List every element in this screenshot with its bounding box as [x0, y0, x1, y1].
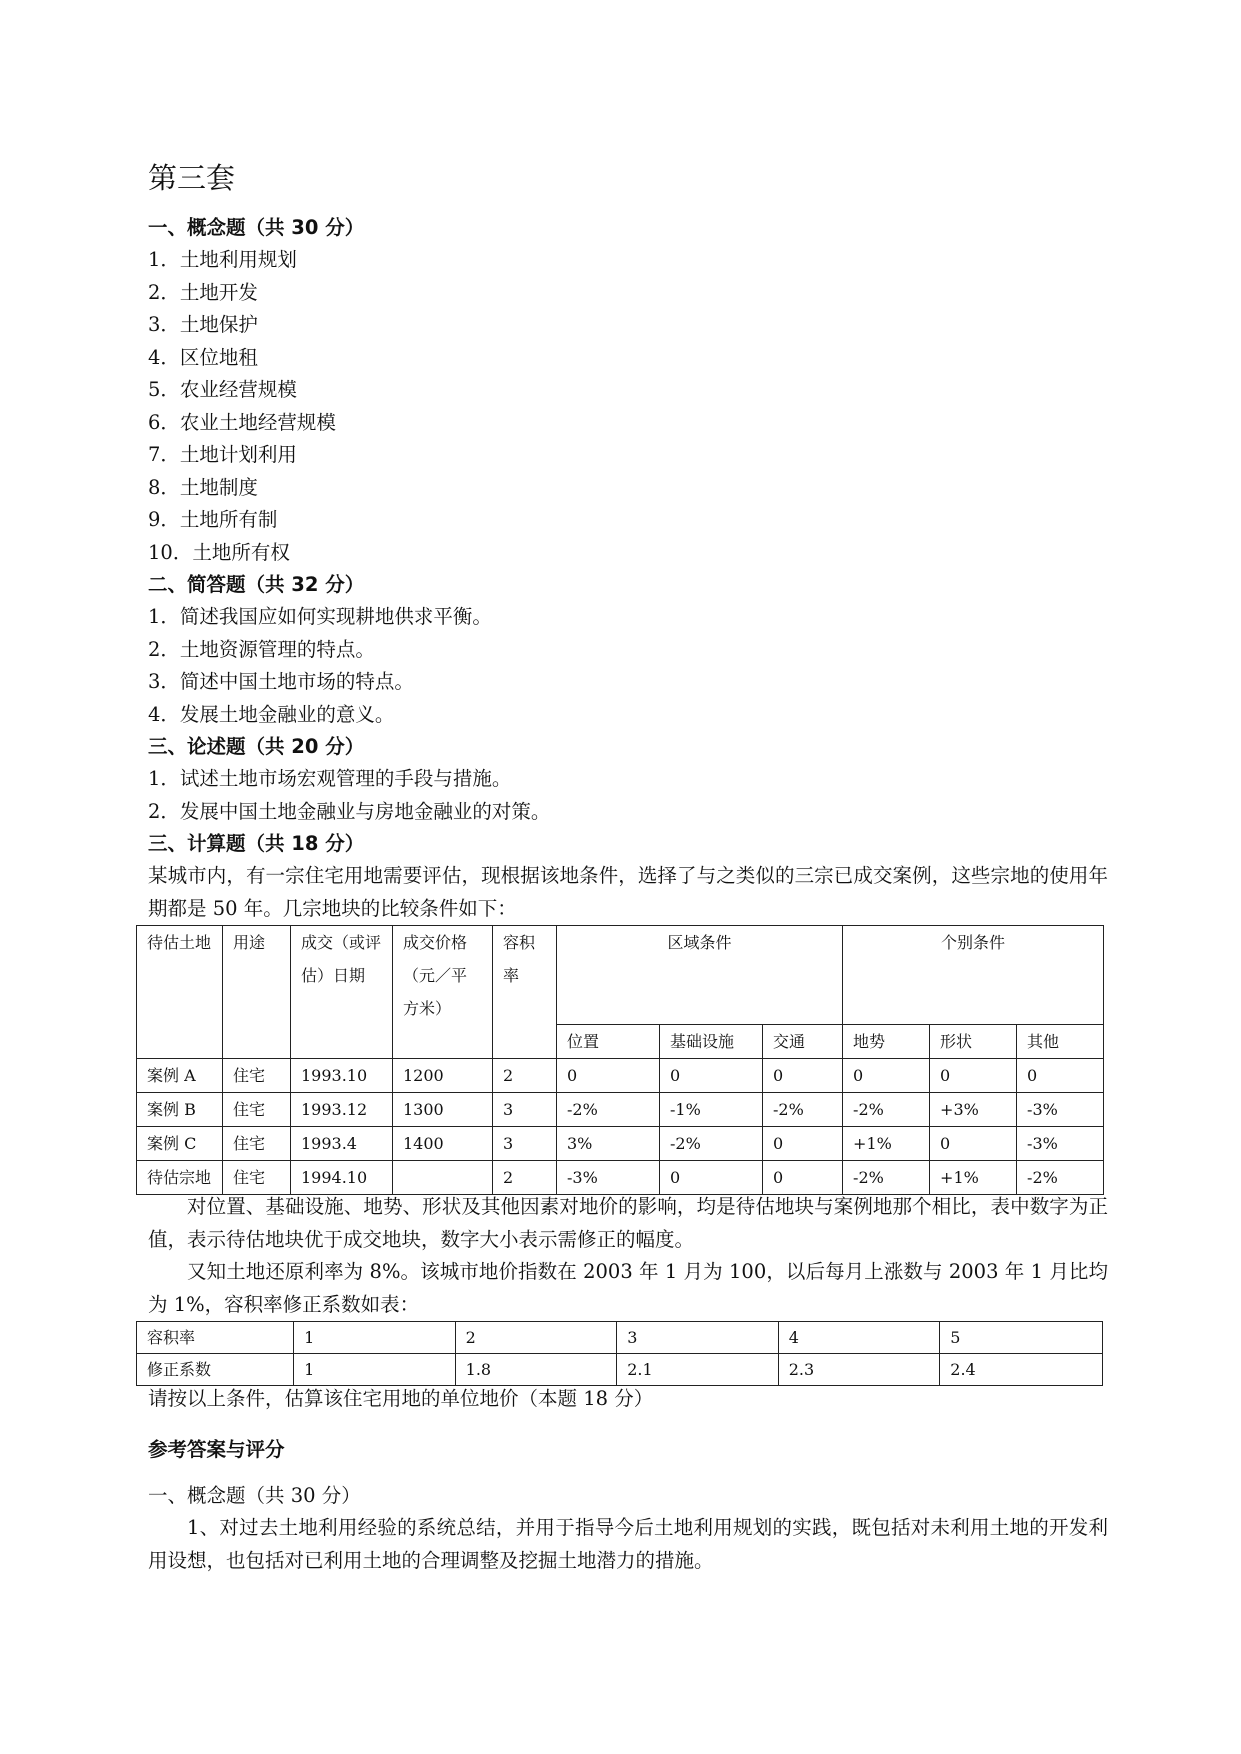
table-row	[137, 1093, 1104, 1127]
table-header-cell: 用途	[223, 926, 291, 1059]
section-heading-calculation: 三、计算题（共 18 分）	[148, 832, 365, 855]
table-cell: 1993.12	[291, 1093, 393, 1127]
table-header-cell: 区域条件	[557, 926, 843, 1025]
note-paragraph: 对位置、基础设施、地势、形状及其他因素对地价的影响，均是待估地块与案例地那个相比，表中数字为正值，表示待估地块优于成交地块，数字大小表示需修正的幅度。	[148, 1195, 1108, 1251]
table-cell: 1400	[393, 1127, 493, 1161]
table-cell: 住宅	[223, 1161, 291, 1195]
table-cell: 0	[843, 1059, 930, 1093]
list-item: 2．土地开发	[148, 280, 258, 304]
table-cell: 2	[455, 1322, 617, 1354]
list-item: 10．土地所有权	[148, 540, 290, 564]
table-cell: 0	[557, 1059, 660, 1093]
table-cell: +1%	[930, 1161, 1017, 1195]
table-subheader-cell: 地势	[843, 1025, 930, 1059]
table-cell: 1993.10	[291, 1059, 393, 1093]
table-cell: 2	[493, 1059, 557, 1093]
table-cell: 住宅	[223, 1127, 291, 1161]
calculation-intro: 某城市内，有一宗住宅用地需要评估，现根据该地条件，选择了与之类似的三宗已成交案例，这些宗地的使用年期都是 50 年。几宗地块的比较条件如下：	[148, 864, 1108, 920]
answers-subheading: 一、概念题（共 30 分）	[148, 1483, 361, 1507]
table-cell: 1.8	[455, 1354, 617, 1386]
table-cell: 0	[763, 1161, 843, 1195]
table-row	[137, 1059, 1104, 1093]
table-cell: 住宅	[223, 1059, 291, 1093]
table-subheader-cell: 位置	[557, 1025, 660, 1059]
answers-heading: 参考答案与评分	[148, 1437, 285, 1461]
table-subheader-cell: 其他	[1017, 1025, 1104, 1059]
table-cell: 1994.10	[291, 1161, 393, 1195]
table-cell: 住宅	[223, 1093, 291, 1127]
table-cell: 1	[294, 1354, 456, 1386]
table-cell: 案例 A	[137, 1059, 223, 1093]
table-cell: 3%	[557, 1127, 660, 1161]
table-cell: -2%	[843, 1161, 930, 1195]
list-item: 9．土地所有制	[148, 508, 278, 531]
table-cell: 0	[763, 1127, 843, 1161]
table-cell: 1300	[393, 1093, 493, 1127]
answer-paragraph: 1、对过去土地利用经验的系统总结，并用于指导今后土地利用规划的实践，既包括对未利用土地的开发利用设想，也包括对已利用土地的合理调整及挖掘土地潜力的措施。	[148, 1516, 1108, 1572]
table-cell: +3%	[930, 1093, 1017, 1127]
table-header-cell: 容积率	[493, 926, 557, 1059]
table-cell: -1%	[660, 1093, 763, 1127]
table-cell: 0	[763, 1059, 843, 1093]
table-cell: 2.1	[617, 1354, 779, 1386]
table-cell: 3	[493, 1093, 557, 1127]
table-cell: 0	[930, 1127, 1017, 1161]
table-cell: -2%	[843, 1093, 930, 1127]
table-cell: 案例 C	[137, 1127, 223, 1161]
table-cell: 2.3	[778, 1354, 940, 1386]
table-subheader-cell: 交通	[763, 1025, 843, 1059]
list-item: 4．发展土地金融业的意义。	[148, 702, 395, 726]
table-row	[137, 1127, 1104, 1161]
coefficient-table	[136, 1321, 1103, 1386]
table-cell: 5	[940, 1322, 1103, 1354]
table-row	[137, 1354, 1103, 1386]
table-cell: -2%	[763, 1093, 843, 1127]
table-cell: 1200	[393, 1059, 493, 1093]
table-row	[137, 1161, 1104, 1195]
table-cell: 0	[660, 1059, 763, 1093]
table-cell: 0	[930, 1059, 1017, 1093]
table-cell: 3	[493, 1127, 557, 1161]
list-item: 7．土地计划利用	[148, 443, 297, 466]
table-cell: 4	[778, 1322, 940, 1354]
list-item: 4．区位地租	[148, 345, 258, 369]
list-item: 5．农业经营规模	[148, 378, 297, 401]
section-heading-short-answer: 二、简答题（共 32 分）	[148, 573, 365, 596]
table-cell: 1	[294, 1322, 456, 1354]
table-header-cell: 成交价格（元／平方米）	[393, 926, 493, 1059]
table-cell: -3%	[1017, 1127, 1104, 1161]
table-cell: -2%	[660, 1127, 763, 1161]
list-item: 1．土地利用规划	[148, 248, 297, 271]
table-cell: 容积率	[137, 1322, 294, 1354]
table-cell: 案例 B	[137, 1093, 223, 1127]
table-cell: -2%	[1017, 1161, 1104, 1195]
document-body	[148, 212, 1108, 1577]
section-heading-concepts: 一、概念题（共 30 分）	[148, 216, 365, 239]
list-item: 1．简述我国应如何实现耕地供求平衡。	[148, 605, 492, 628]
table-header-cell: 待估土地	[137, 926, 223, 1059]
table-cell: 修正系数	[137, 1354, 294, 1386]
table-cell: -3%	[1017, 1093, 1104, 1127]
table-subheader-cell: 形状	[930, 1025, 1017, 1059]
list-item: 6．农业土地经营规模	[148, 410, 336, 434]
table-subheader-cell: 基础设施	[660, 1025, 763, 1059]
table-cell: 0	[1017, 1059, 1104, 1093]
list-item: 3．简述中国土地市场的特点。	[148, 670, 414, 693]
table-header-cell: 成交（或评估）日期	[291, 926, 393, 1059]
list-item: 3．土地保护	[148, 313, 258, 336]
table-cell: 待估宗地	[137, 1161, 223, 1195]
table-cell: +1%	[843, 1127, 930, 1161]
list-item: 2．土地资源管理的特点。	[148, 637, 375, 661]
list-item: 2．发展中国土地金融业与房地金融业的对策。	[148, 799, 551, 823]
page-title: 第三套	[148, 161, 236, 195]
table-header-cell: 个别条件	[843, 926, 1104, 1025]
question-text: 请按以上条件，估算该住宅用地的单位地价（本题 18 分）	[148, 1387, 654, 1410]
comparison-table	[136, 925, 1104, 1195]
table-cell: 3	[617, 1322, 779, 1354]
table-cell: -2%	[557, 1093, 660, 1127]
table-cell	[393, 1161, 493, 1195]
list-item: 1．试述土地市场宏观管理的手段与措施。	[148, 767, 512, 790]
table-cell: 2	[493, 1161, 557, 1195]
table-cell: 0	[660, 1161, 763, 1195]
table-row	[137, 1322, 1103, 1354]
table-cell: 2.4	[940, 1354, 1103, 1386]
section-heading-essay: 三、论述题（共 20 分）	[148, 735, 365, 758]
table-cell: 1993.4	[291, 1127, 393, 1161]
table-cell: -3%	[557, 1161, 660, 1195]
note-paragraph: 又知土地还原利率为 8%。该城市地价指数在 2003 年 1 月为 100，以后每月上涨数与 2003 年 1 月比均为 1%，容积率修正系数如表：	[148, 1260, 1108, 1316]
list-item: 8．土地制度	[148, 475, 258, 499]
